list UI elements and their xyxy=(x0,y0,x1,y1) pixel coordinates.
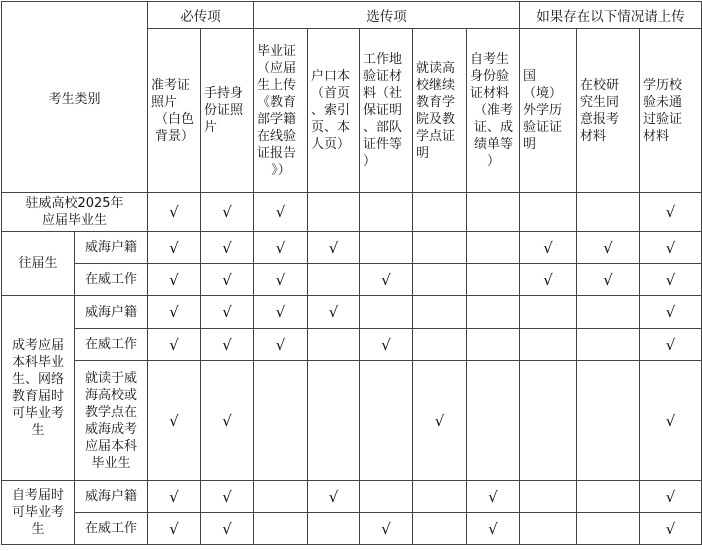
cell-c8 xyxy=(520,513,577,545)
checkmark-icon: √ xyxy=(665,335,676,354)
checkmark-icon: √ xyxy=(328,487,339,506)
group-optional-header: 选传项 xyxy=(254,2,520,29)
checkmark-icon: √ xyxy=(488,487,498,506)
column-header-line: 料（社 xyxy=(363,86,403,101)
column-header-line: 份证照 xyxy=(204,103,244,118)
cell-c9 xyxy=(577,329,640,361)
cell-c2 xyxy=(201,296,254,329)
checkmark-icon: √ xyxy=(169,203,179,221)
cell-c6 xyxy=(413,296,467,329)
cell-c7 xyxy=(467,361,520,481)
row-group-label-line: 教育届时 xyxy=(11,389,64,404)
checkmark-icon: √ xyxy=(543,270,553,289)
cell-c3 xyxy=(254,481,308,513)
column-header-line: 绩单等 xyxy=(474,137,514,152)
checkmark-icon: √ xyxy=(275,238,286,257)
column-header-line: 部学籍 xyxy=(257,111,297,127)
row-sub-label-line: 在威工作 xyxy=(85,521,138,536)
cell-c4 xyxy=(308,296,360,329)
table-row xyxy=(2,481,702,513)
checkmark-icon: √ xyxy=(275,303,286,321)
cell-c5 xyxy=(360,193,413,232)
checkmark-icon: √ xyxy=(275,270,286,289)
column-header-line: 生上传 xyxy=(257,77,297,93)
column-header-line: 自考生 xyxy=(470,52,510,67)
table-row xyxy=(2,329,702,361)
cell-c5 xyxy=(360,264,413,296)
column-header-line: 验证材 xyxy=(363,69,403,84)
cell-c4 xyxy=(308,193,360,232)
column-header-line: 在线验 xyxy=(257,128,297,144)
row-group-label-line: 自考届时 xyxy=(11,488,64,503)
checkmark-icon: √ xyxy=(665,270,676,289)
cell-c1 xyxy=(148,329,201,361)
column-header-line: 证报告 xyxy=(257,145,297,161)
checkmark-icon: √ xyxy=(665,487,676,506)
cell-c7 xyxy=(467,232,520,264)
checkmark-icon: √ xyxy=(169,487,179,506)
row-group-label-line: 本科毕业 xyxy=(11,355,64,370)
column-header-line: 毕业证 xyxy=(257,43,297,59)
column-header-line: 究生同 xyxy=(580,94,620,110)
cell-c9 xyxy=(577,361,640,481)
checkmark-icon: √ xyxy=(169,411,179,430)
checkmark-icon: √ xyxy=(488,519,498,538)
column-header-line: 保证明 xyxy=(363,103,403,118)
cell-c2 xyxy=(201,264,254,296)
table-row xyxy=(2,296,702,329)
cell-c2 xyxy=(201,513,254,545)
column-header-c3 xyxy=(254,29,308,193)
cell-c7 xyxy=(467,264,520,296)
cell-c3 xyxy=(254,232,308,264)
row-sub-label xyxy=(75,513,148,545)
checkmark-icon: √ xyxy=(328,303,339,321)
checkmark-icon: √ xyxy=(275,203,286,221)
cell-c3 xyxy=(254,329,308,361)
row-sub-label xyxy=(75,329,148,361)
row-sub-label-line: 教学点在 xyxy=(85,404,138,420)
column-header-line: （白色 xyxy=(155,111,195,127)
cell-c1 xyxy=(148,193,201,232)
column-header-line: 页、本 xyxy=(311,120,351,135)
cell-c5 xyxy=(360,513,413,545)
cell-c6 xyxy=(413,232,467,264)
cell-c3 xyxy=(254,193,308,232)
row-sub-label xyxy=(75,296,148,329)
cell-c9 xyxy=(577,481,640,513)
checkmark-icon: √ xyxy=(665,519,676,538)
row-sub-label-line: 就读于威 xyxy=(85,370,138,386)
requirements-table xyxy=(1,1,702,545)
cell-c6 xyxy=(413,513,467,545)
column-header-line: 教育学 xyxy=(416,94,456,110)
cell-c10 xyxy=(640,481,702,513)
row-sub-label-line: 在威工作 xyxy=(85,337,138,352)
row-group-label-line: 生 xyxy=(31,423,45,438)
checkmark-icon: √ xyxy=(222,487,232,506)
cell-c5 xyxy=(360,329,413,361)
checkmark-icon: √ xyxy=(665,238,676,257)
column-header-line: ） xyxy=(487,154,501,169)
cell-c4 xyxy=(308,329,360,361)
row-sub-label-line: 威海成考 xyxy=(85,421,138,437)
row-group-label xyxy=(2,232,75,296)
cell-c10 xyxy=(640,264,702,296)
row-group-label-line: 驻威高校2025年 xyxy=(25,196,124,211)
row-group-label xyxy=(2,481,75,545)
column-header-line: 材料 xyxy=(580,128,607,144)
column-header-line: 验未通 xyxy=(643,94,683,110)
row-sub-label-line: 应届本科 xyxy=(85,438,138,454)
column-header-line: 验证证 xyxy=(523,120,563,135)
cell-c5 xyxy=(360,361,413,481)
row-sub-label-line: 威海户籍 xyxy=(85,489,138,504)
row-group-label-line: 应届毕业生 xyxy=(42,213,108,228)
column-header-line: 明 xyxy=(523,137,537,152)
checkmark-icon: √ xyxy=(381,519,391,538)
cell-c8 xyxy=(520,329,577,361)
column-header-line: 户口本 xyxy=(311,69,351,84)
cell-c5 xyxy=(360,296,413,329)
cell-c3 xyxy=(254,361,308,481)
row-sub-label xyxy=(75,232,148,264)
cell-c5 xyxy=(360,232,413,264)
cell-c8 xyxy=(520,296,577,329)
column-header-c5 xyxy=(360,29,413,193)
column-header-line: （境） xyxy=(523,86,563,101)
checkmark-icon: √ xyxy=(222,203,232,221)
row-group-label-line: 成考应届 xyxy=(11,338,64,353)
row-group-label-line: 往届生 xyxy=(18,256,58,271)
checkmark-icon: √ xyxy=(169,270,179,289)
column-header-line: 证件等 xyxy=(363,137,403,152)
row-sub-label xyxy=(75,481,148,513)
column-header-c7 xyxy=(467,29,520,193)
column-header-line: 照片 xyxy=(151,94,178,110)
cell-c10 xyxy=(640,193,702,232)
column-header-line: 就读高 xyxy=(416,60,456,76)
cell-c2 xyxy=(201,329,254,361)
column-header-c9 xyxy=(577,29,640,193)
row-group-label-line: 可毕业考 xyxy=(11,505,64,520)
row-sub-label-line: 毕业生 xyxy=(91,455,131,471)
row-group-label xyxy=(2,193,148,232)
cell-c9 xyxy=(577,193,640,232)
cell-c9 xyxy=(577,264,640,296)
column-header-line: 意报考 xyxy=(580,111,620,127)
cell-c4 xyxy=(308,264,360,296)
checkmark-icon: √ xyxy=(169,238,179,257)
checkmark-icon: √ xyxy=(381,270,391,289)
checkmark-icon: √ xyxy=(222,335,232,354)
cell-c8 xyxy=(520,193,577,232)
cell-c8 xyxy=(520,232,577,264)
column-header-line: 手持身 xyxy=(204,86,244,101)
cell-c5 xyxy=(360,481,413,513)
table-row xyxy=(2,264,702,296)
column-header-line: 国 xyxy=(523,69,537,84)
cell-c2 xyxy=(201,361,254,481)
column-header-line: 院及教 xyxy=(416,111,456,127)
row-sub-label-line: 威海户籍 xyxy=(85,240,138,255)
column-header-line: 材料 xyxy=(643,128,670,144)
row-group-label-line: 可毕业考 xyxy=(11,406,64,421)
cell-c4 xyxy=(308,481,360,513)
column-header-line: （首页 xyxy=(311,86,351,101)
column-header-line: 学点证 xyxy=(416,128,456,144)
column-header-line: 准考证 xyxy=(151,77,191,93)
group-required-header: 必传项 xyxy=(148,2,254,29)
checkmark-icon: √ xyxy=(543,238,553,257)
cell-c1 xyxy=(148,361,201,481)
checkmark-icon: √ xyxy=(328,238,339,257)
cell-c6 xyxy=(413,193,467,232)
column-header-line: 工作地 xyxy=(363,52,403,67)
cell-c3 xyxy=(254,513,308,545)
column-header-line: 在校研 xyxy=(580,77,620,93)
checkmark-icon: √ xyxy=(169,335,179,354)
cell-c9 xyxy=(577,232,640,264)
column-header-line: 过验证 xyxy=(643,111,683,127)
cell-c7 xyxy=(467,481,520,513)
column-header-c8 xyxy=(520,29,577,193)
column-header-line: 背景） xyxy=(155,128,195,144)
cell-c1 xyxy=(148,232,201,264)
cell-c10 xyxy=(640,296,702,329)
group-conditional-header: 如果存在以下情况请上传 xyxy=(520,2,702,29)
checkmark-icon: √ xyxy=(665,303,676,321)
cell-c3 xyxy=(254,296,308,329)
column-header-line: 》） xyxy=(271,162,291,178)
cell-c1 xyxy=(148,264,201,296)
cell-c1 xyxy=(148,513,201,545)
cell-c8 xyxy=(520,264,577,296)
cell-c1 xyxy=(148,481,201,513)
column-header-line: （准考 xyxy=(474,103,514,118)
cell-c3 xyxy=(254,264,308,296)
cell-c2 xyxy=(201,481,254,513)
checkmark-icon: √ xyxy=(222,519,232,538)
column-header-line: 、部队 xyxy=(363,120,403,135)
column-header-line: 、索引 xyxy=(311,103,351,118)
cell-c6 xyxy=(413,264,467,296)
checkmark-icon: √ xyxy=(381,335,391,354)
cell-c4 xyxy=(308,361,360,481)
row-sub-label-line: 威海户籍 xyxy=(85,304,138,320)
column-header-c6 xyxy=(413,29,467,193)
row-sub-label-line: 海高校或 xyxy=(85,387,138,403)
cell-c2 xyxy=(201,193,254,232)
checkmark-icon: √ xyxy=(665,411,676,430)
cell-c10 xyxy=(640,361,702,481)
row-group-label xyxy=(2,296,75,481)
checkmark-icon: √ xyxy=(603,238,613,257)
column-header-line: 明 xyxy=(416,145,430,161)
column-header-line: 学历校 xyxy=(643,77,683,93)
cell-c6 xyxy=(413,481,467,513)
cell-c8 xyxy=(520,361,577,481)
row-sub-label xyxy=(75,264,148,296)
cell-c9 xyxy=(577,296,640,329)
checkmark-icon: √ xyxy=(169,303,179,321)
cell-c7 xyxy=(467,193,520,232)
column-header-line: （应届 xyxy=(257,60,297,76)
column-header-line: 《教育 xyxy=(257,94,297,110)
category-header-label: 考生类别 xyxy=(48,91,101,107)
checkmark-icon: √ xyxy=(169,519,179,538)
column-header-line: ） xyxy=(363,154,377,169)
checkmark-icon: √ xyxy=(665,203,676,221)
checkmark-icon: √ xyxy=(222,303,232,321)
cell-c7 xyxy=(467,296,520,329)
cell-c10 xyxy=(640,513,702,545)
row-sub-label xyxy=(75,361,148,481)
row-group-label-line: 生、网络 xyxy=(11,372,64,387)
column-header-line: 人页） xyxy=(311,137,351,152)
cell-c10 xyxy=(640,232,702,264)
row-group-label-line: 生 xyxy=(31,522,45,537)
column-header-c10 xyxy=(640,29,702,193)
cell-c4 xyxy=(308,232,360,264)
checkmark-icon: √ xyxy=(603,270,613,289)
checkmark-icon: √ xyxy=(222,411,232,430)
table-row xyxy=(2,513,702,545)
column-header-line: 外学历 xyxy=(523,103,563,118)
cell-c4 xyxy=(308,513,360,545)
cell-c10 xyxy=(640,329,702,361)
column-header-c4 xyxy=(308,29,360,193)
checkmark-icon: √ xyxy=(434,411,445,430)
cell-c7 xyxy=(467,513,520,545)
cell-c6 xyxy=(413,361,467,481)
checkmark-icon: √ xyxy=(222,270,232,289)
column-header-line: 证、成 xyxy=(474,120,514,135)
column-header-line: 片 xyxy=(204,120,218,135)
cell-c9 xyxy=(577,513,640,545)
checkmark-icon: √ xyxy=(222,238,232,257)
table-row xyxy=(2,193,702,232)
column-header-line: 证材料 xyxy=(470,86,510,101)
column-header-line: 身份验 xyxy=(470,69,510,84)
table-row xyxy=(2,232,702,264)
column-header-line: 校继续 xyxy=(416,77,456,93)
cell-c2 xyxy=(201,232,254,264)
cell-c6 xyxy=(413,329,467,361)
table-row xyxy=(2,361,702,481)
cell-c7 xyxy=(467,329,520,361)
category-header xyxy=(2,2,148,193)
row-sub-label-line: 在威工作 xyxy=(85,272,138,287)
column-header-c2 xyxy=(201,29,254,193)
cell-c1 xyxy=(148,296,201,329)
checkmark-icon: √ xyxy=(275,335,286,354)
column-header-c1 xyxy=(148,29,201,193)
cell-c8 xyxy=(520,481,577,513)
